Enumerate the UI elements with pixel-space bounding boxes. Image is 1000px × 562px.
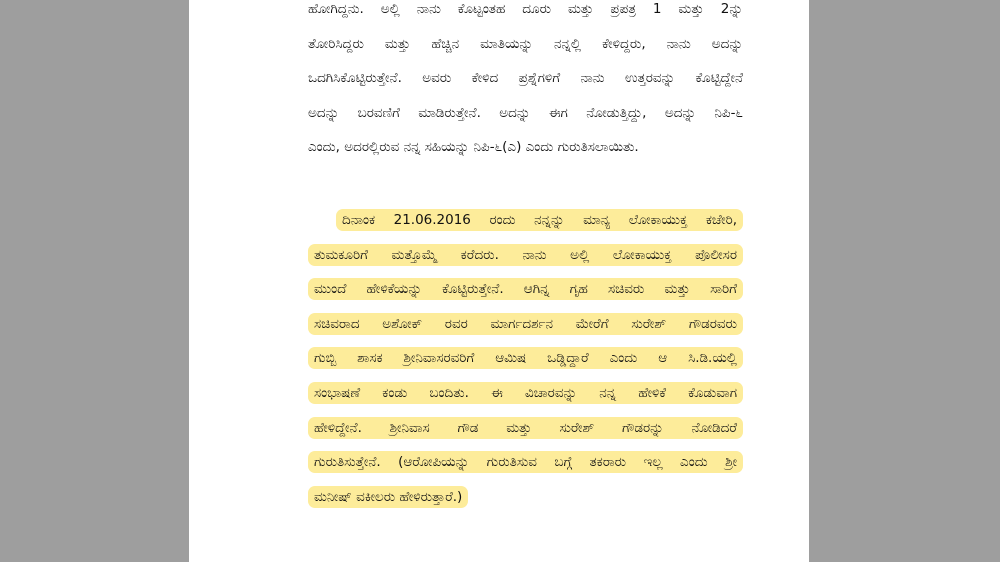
paragraph-line: ಹೋಗಿದ್ದನು. ಅಲ್ಲಿ ನಾನು ಕೊಟ್ಟಂತಹ ದೂರು ಮತ್ತು ಪ್ರಪತ್ರ 1 ಮತ್ತು 2ನ್ನು (308, 1, 743, 17)
paragraph-1 (308, 0, 743, 165)
paragraph-line-wrapper (308, 376, 743, 411)
highlighted-line: ದಿನಾಂಕ 21.06.2016 ರಂದು ನನ್ನನ್ನು ಮಾನ್ಯ ಲೋಕಾಯುಕ್ತ ಕಚೇರಿ, (336, 209, 743, 231)
paragraph-line-wrapper (308, 272, 743, 307)
highlighted-line: ಸಚಿವರಾದ ಅಶೋಕ್ ರವರ ಮಾರ್ಗದರ್ಶನ ಮೇರೆಗೆ ಸುರೇಶ್ ಗೌಡರವರು (308, 313, 743, 335)
paragraph-line-wrapper (308, 445, 743, 480)
paragraph-line-wrapper (308, 411, 743, 446)
paragraph-line-wrapper (308, 238, 743, 273)
document-page (189, 0, 809, 562)
paragraph-line: ತೋರಿಸಿದ್ದರು ಮತ್ತು ಹೆಚ್ಚಿನ ಮಾತಿಯನ್ನು ನನ್ನಲ್ಲಿ ಕೇಳಿದ್ದರು, ನಾನು ಅದನ್ನು (308, 35, 743, 52)
paragraph-line-wrapper (308, 203, 743, 238)
highlighted-line: ಗುಬ್ಬಿ ಶಾಸಕ ಶ್ರೀನಿವಾಸರವರಿಗೆ ಆಮಿಷ ಒಡ್ಡಿದ್ದಾರೆ ಎಂದು ಆ ಸಿ.ಡಿ.ಯಲ್ಲಿ (308, 347, 743, 369)
paragraph-line-wrapper (308, 307, 743, 342)
paragraph-2-highlighted (308, 203, 743, 514)
paragraph-line: ಅದನ್ನು ಬರವಣಿಗೆ ಮಾಡಿರುತ್ತೇನೆ. ಅದನ್ನು ಈಗ ನೋಡುತ್ತಿದ್ದು, ಅದನ್ನು ನಿಪಿ-೬ (308, 104, 743, 121)
highlighted-line: ಸಂಭಾಷಣೆ ಕಂಡು ಬಂದಿತು. ಈ ವಿಚಾರವನ್ನು ನನ್ನ ಹೇಳಿಕೆ ಕೊಡುವಾಗ (308, 382, 743, 404)
paragraph-line-wrapper (308, 480, 743, 515)
highlighted-line: ಹೇಳಿದ್ದೇನೆ. ಶ್ರೀನಿವಾಸ ಗೌಡ ಮತ್ತು ಸುರೇಶ್ ಗೌಡರನ್ನು ನೋಡಿದರೆ (308, 417, 743, 439)
paragraph-line-wrapper (308, 341, 743, 376)
paragraph-line: ಒದಗಿಸಿಕೊಟ್ಟಿರುತ್ತೇನೆ. ಅವರು ಕೇಳಿದ ಪ್ರಶ್ನೆಗಳಿಗೆ ನಾನು ಉತ್ತರವನ್ನು ಕೊಟ್ಟಿದ್ದೇನೆ (308, 70, 743, 87)
highlighted-line: ಮನೀಷ್ ವಕೀಲರು ಹೇಳಿರುತ್ತಾರೆ.) (308, 486, 468, 508)
paragraph-line: ಎಂದು, ಅದರಲ್ಲಿರುವ ನನ್ನ ಸಹಿಯನ್ನು ನಿಪಿ-೬(ಎ) ಎಂದು ಗುರುತಿಸಲಾಯಿತು. (308, 139, 639, 156)
highlighted-line: ಮುಂದೆ ಹೇಳಿಕೆಯನ್ನು ಕೊಟ್ಟಿರುತ್ತೇನೆ. ಆಗಿನ್ನ ಗೃಹ ಸಚಿವರು ಮತ್ತು ಸಾರಿಗೆ (308, 278, 743, 300)
highlighted-line: ತುಮಕೂರಿಗೆ ಮತ್ತೊಮ್ಮೆ ಕರೆದರು. ನಾನು ಅಲ್ಲಿ ಲೋಕಾಯುಕ್ತ ಪೊಲೀಸರ (308, 244, 743, 266)
highlighted-line: ಗುರುತಿಸುತ್ತೇನೆ. (ಆರೋಪಿಯನ್ನು ಗುರುತಿಸುವ ಬಗ್ಗೆ ತಕರಾರು ಇಲ್ಲ ಎಂದು ಶ್ರೀ (308, 451, 743, 473)
